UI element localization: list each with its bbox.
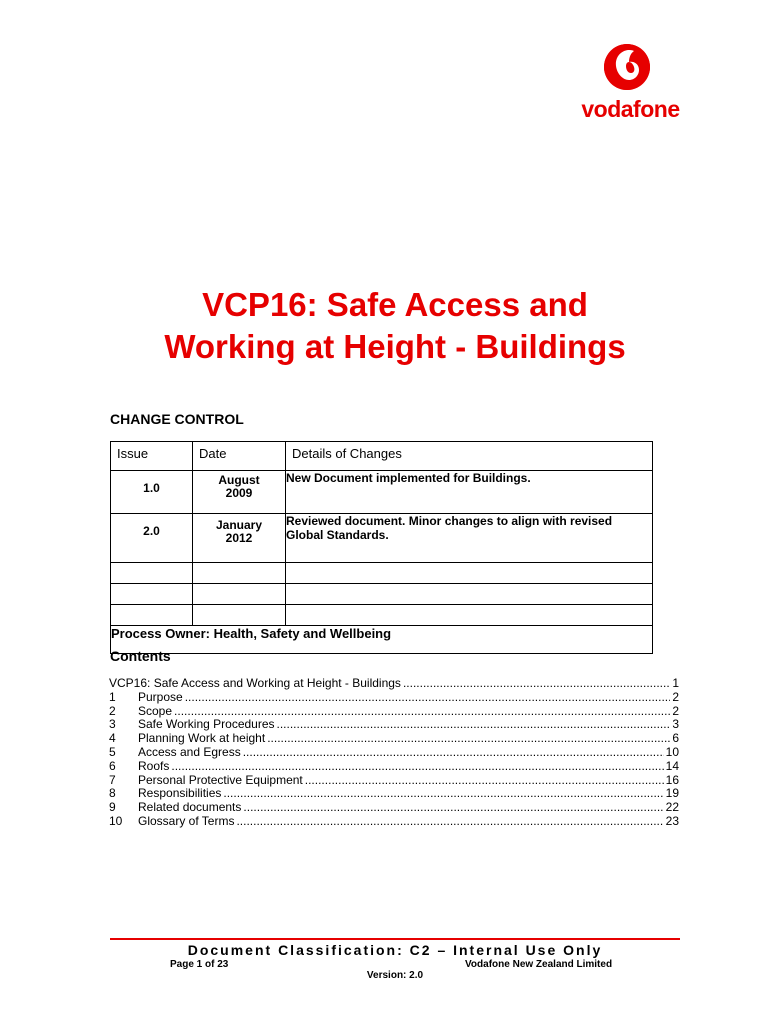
toc-leader: [174, 705, 670, 719]
empty-cell: [193, 584, 286, 605]
empty-row: [111, 563, 653, 584]
toc-leader: [277, 718, 671, 732]
page-number: Page 1 of 23: [170, 959, 229, 970]
toc-leader: [185, 691, 671, 705]
document-classification: Document Classification: C2 – Internal Use Only: [187, 942, 603, 958]
toc-page: 10: [665, 744, 679, 759]
toc-entry[interactable]: [109, 718, 679, 732]
empty-row: [111, 584, 653, 605]
contents-heading: Contents: [110, 648, 171, 664]
issue-cell: 1.0: [111, 471, 193, 514]
toc-leader: [223, 787, 663, 801]
empty-cell: [286, 584, 653, 605]
toc-number: 9: [109, 800, 116, 815]
toc-number: 10: [109, 813, 123, 828]
table-header-row: [111, 442, 653, 471]
toc-label: VCP16: Safe Access and Working at Height - Buildings: [109, 676, 401, 690]
date-header: Date: [193, 442, 286, 471]
toc-leader: [171, 760, 663, 774]
toc-entry[interactable]: [109, 732, 679, 746]
empty-cell: [286, 563, 653, 584]
vodafone-wordmark: vodafone: [581, 96, 680, 122]
toc-number: 5: [109, 744, 116, 759]
toc-number: 2: [109, 703, 116, 718]
table-row: [111, 514, 653, 563]
toc-label: Scope: [138, 703, 173, 718]
toc-page: 2: [672, 689, 679, 704]
details-header: Details of Changes: [286, 442, 653, 471]
date-line-2: 2012: [225, 531, 253, 545]
title-line-1: VCP16: Safe Access and: [202, 286, 588, 323]
toc-label: Purpose: [138, 689, 183, 704]
process-owner-row: [111, 626, 653, 654]
toc-page: 2: [672, 703, 679, 718]
toc-label: Safe Working Procedures: [138, 717, 275, 732]
details-cell: New Document implemented for Buildings.: [286, 471, 653, 514]
table-row: [111, 471, 653, 514]
toc-leader: [236, 815, 663, 829]
empty-cell: [193, 563, 286, 584]
toc-number: 6: [109, 758, 116, 773]
toc-page: 6: [672, 731, 679, 746]
toc-page: 23: [665, 813, 679, 828]
toc-leader: [243, 746, 664, 760]
date-line-1: January: [215, 518, 263, 532]
date-cell: [193, 514, 286, 563]
toc-entry[interactable]: [109, 815, 679, 829]
toc-entry[interactable]: [109, 705, 679, 719]
date-line-1: August: [218, 473, 260, 487]
toc-label: Planning Work at height: [138, 731, 266, 746]
process-owner: Process Owner: Health, Safety and Wellbeing: [111, 626, 653, 654]
table-of-contents: [109, 677, 679, 829]
toc-entry[interactable]: [109, 787, 679, 801]
toc-page: 3: [672, 717, 679, 732]
toc-page: 22: [665, 800, 679, 815]
toc-leader: [305, 774, 664, 788]
toc-leader: [403, 677, 670, 691]
toc-entry[interactable]: [109, 760, 679, 774]
toc-label: Access and Egress: [138, 744, 241, 759]
vodafone-speechmark-icon: [604, 44, 650, 90]
change-control-table: [110, 441, 653, 654]
toc-page: 14: [665, 758, 679, 773]
issue-header: Issue: [111, 442, 193, 471]
toc-number: 4: [109, 731, 116, 746]
vodafone-logo: [568, 44, 693, 124]
toc-label: Roofs: [138, 758, 170, 773]
title-line-2: Working at Height - Buildings: [164, 328, 626, 365]
toc-page: 16: [665, 772, 679, 787]
empty-cell: [286, 605, 653, 626]
toc-entry[interactable]: [109, 774, 679, 788]
empty-row: [111, 605, 653, 626]
toc-entry[interactable]: [109, 801, 679, 815]
version-label: Version: 2.0: [366, 970, 424, 981]
toc-leader: [243, 801, 663, 815]
toc-label: Related documents: [138, 800, 242, 815]
empty-cell: [111, 584, 193, 605]
toc-number: 8: [109, 786, 116, 801]
change-control-heading: CHANGE CONTROL: [110, 411, 244, 427]
toc-number: 1: [109, 689, 116, 704]
toc-page: 19: [665, 786, 679, 801]
toc-number: 7: [109, 772, 116, 787]
footer-divider: [110, 938, 680, 940]
details-cell: Reviewed document. Minor changes to align with revised Global Standards.: [286, 514, 653, 563]
empty-cell: [193, 605, 286, 626]
toc-label: Personal Protective Equipment: [138, 772, 303, 787]
issue-cell: 2.0: [111, 514, 193, 563]
document-title: [0, 284, 770, 368]
empty-cell: [111, 563, 193, 584]
toc-label: Glossary of Terms: [138, 813, 235, 828]
toc-number: 3: [109, 717, 116, 732]
company-name: Vodafone New Zealand Limited: [465, 959, 613, 970]
toc-leader: [267, 732, 670, 746]
date-cell: [193, 471, 286, 514]
toc-entry[interactable]: [109, 746, 679, 760]
date-line-2: 2009: [225, 486, 253, 500]
toc-entry[interactable]: [109, 677, 679, 691]
toc-label: Responsibilities: [138, 786, 222, 801]
toc-entry[interactable]: [109, 691, 679, 705]
empty-cell: [111, 605, 193, 626]
toc-page: 1: [672, 676, 679, 690]
